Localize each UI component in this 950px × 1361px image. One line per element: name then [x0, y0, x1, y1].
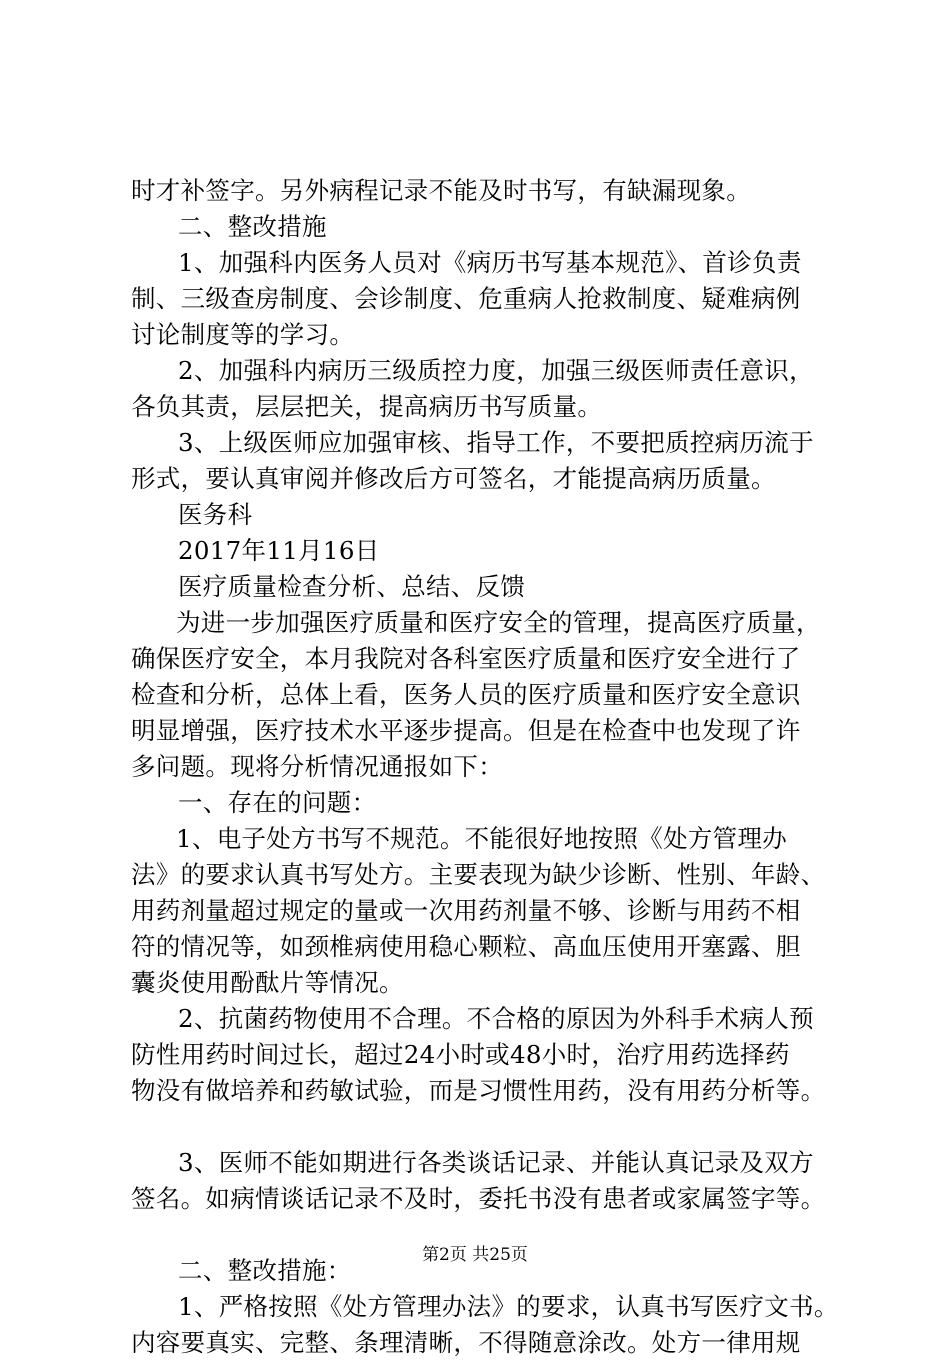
paragraph-line: 内容要真实、完整、条理清晰，不得随意涂改。处方一律用规 [131, 1328, 801, 1357]
section-heading: 二、整改措施 [178, 212, 327, 241]
paragraph-line: 确保医疗安全，本月我院对各科室医疗质量和医疗安全进行了 [131, 644, 801, 673]
paragraph-line: 1、加强科内医务人员对《病历书写基本规范》、首诊负责 [178, 248, 802, 277]
paragraph-line: 2、加强科内病历三级质控力度，加强三级医师责任意识， [178, 356, 814, 385]
paragraph-line: 1、电子处方书写不规范。不能很好地按照《处方管理办 [176, 824, 788, 853]
document-title: 医疗质量检查分析、总结、反馈 [178, 572, 526, 601]
paragraph-line: 3、上级医师应加强审核、指导工作，不要把质控病历流于 [178, 428, 814, 457]
paragraph-line: 囊炎使用酚酞片等情况。 [131, 968, 404, 997]
paragraph-line: 各负其责，层层把关，提高病历书写质量。 [131, 392, 603, 421]
paragraph-line: 时才补签字。另外病程记录不能及时书写，有缺漏现象。 [131, 176, 751, 205]
paragraph-line: 3、医师不能如期进行各类谈话记录、并能认真记录及双方 [178, 1148, 814, 1177]
paragraph-line: 明显增强，医疗技术水平逐步提高。但是在检查中也发现了许 [131, 716, 801, 745]
paragraph-line: 1、严格按照《处方管理办法》的要求，认真书写医疗文书。 [178, 1292, 839, 1321]
page-indicator: 第2页 共25页 [422, 1245, 528, 1265]
paragraph-line: 多问题。现将分析情况通报如下： [131, 752, 503, 781]
paragraph-line: 用药剂量超过规定的量或一次用药剂量不够、诊断与用药不相 [131, 896, 801, 925]
paragraph-line: 符的情况等，如颈椎病使用稳心颗粒、高血压使用开塞露、胆 [131, 932, 801, 961]
page-footer [0, 1244, 950, 1266]
paragraph-line: 制、三级查房制度、会诊制度、危重病人抢救制度、疑难病例 [131, 284, 801, 313]
paragraph-line: 形式，要认真审阅并修改后方可签名，才能提高病历质量。 [131, 464, 776, 493]
document-date: 2017年11月16日 [178, 536, 380, 565]
section-heading: 一、存在的问题： [178, 788, 377, 817]
paragraph-line: 法》的要求认真书写处方。主要表现为缺少诊断、性别、年龄、 [131, 860, 826, 889]
paragraph-line: 2、抗菌药物使用不合理。不合格的原因为外科手术病人预 [178, 1004, 814, 1033]
department-signature: 医务科 [178, 500, 253, 529]
paragraph-line: 讨论制度等的学习。 [131, 320, 355, 349]
paragraph-line: 检查和分析，总体上看，医务人员的医疗质量和医疗安全意识 [131, 680, 801, 709]
document-body [131, 173, 851, 1361]
section-heading: 二、整改措施： [178, 1256, 352, 1285]
paragraph-line: 为进一步加强医疗质量和医疗安全的管理，提高医疗质量， [176, 608, 821, 637]
paragraph-line: 物没有做培养和药敏试验，而是习惯性用药，没有用药分析等。 [131, 1076, 826, 1105]
blank-line [131, 1109, 851, 1145]
paragraph-line: 签名。如病情谈话记录不及时，委托书没有患者或家属签字等。 [131, 1184, 826, 1213]
paragraph-line: 防性用药时间过长，超过24小时或48小时，治疗用药选择药 [131, 1040, 790, 1069]
